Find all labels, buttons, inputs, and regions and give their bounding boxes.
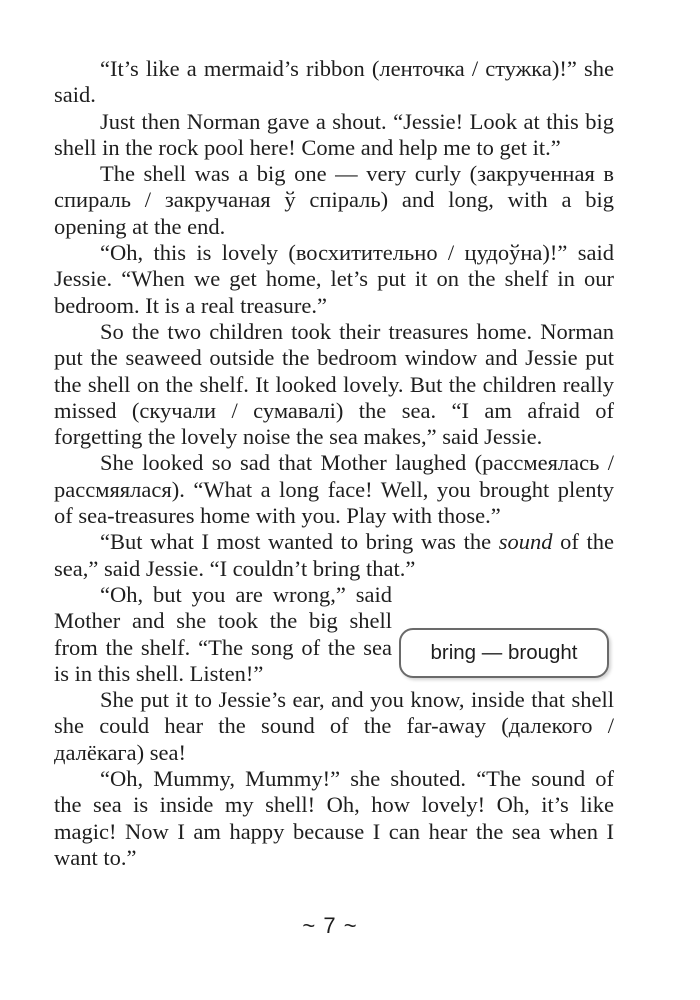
paragraph-6: She looked so sad that Mother laughed (рассмеялась / рассмяялася). “What a long face! Well, you brought plenty of sea-treasures home with you. Play with those.” [54,450,614,529]
story-text [54,56,614,871]
paragraph-8: “Oh, but you are wrong,” said Mother and she took the big shell from the shelf. “The song of the sea is in this shell. Listen!” [54,581,392,686]
paragraph-5: So the two children took their treasures home. Norman put the seaweed outside the bedroom window and Jessie put the shell on the shelf. It looked lovely. But the children really missed (скучали / сумавалі) the sea. “I am afraid of forgetting the lovely noise the sea makes,” said Jessie. [54,318,614,450]
paragraph-10: “Oh, Mummy, Mummy!” she shouted. “The sound of the sea is inside my shell! Oh, how lovely! Oh, it’s like magic! Now I am happy because I can hear the sea when I want to.” [54,766,614,870]
paragraph-2: Just then Norman gave a shout. “Jessie! Look at this big shell in the rock pool here! Come and help me to get it.” [54,108,614,160]
emphasis-word: sound [498,529,553,555]
paragraph-3: The shell was a big one — very curly (закрученная в спираль / закручаная ў спіраль) and long, with a big opening at the end. [54,161,614,239]
paragraph-7 [54,529,614,582]
vocabulary-note-box: bring — brought [399,628,609,678]
paragraph-9: She put it to Jessie’s ear, and you know, inside that shell she could hear the sound of the far-away (далекого / далёкага) sea! [54,687,614,765]
paragraph-4: “Oh, this is lovely (восхитительно / цудоўна)!” said Jessie. “When we get home, let’s put it on the shelf in our bedroom. It is a real treasure.” [54,240,614,318]
paragraph-1: “It’s like a mermaid’s ribbon (ленточка / стужка)!” she said. [54,56,614,108]
paragraph-7-end: of the sea,” said Jessie. “I couldn’t bring that.” [54,529,614,581]
page-number: ~ 7 ~ [302,913,358,938]
paragraph-7-start: “But what I most wanted to bring was the [100,529,499,555]
